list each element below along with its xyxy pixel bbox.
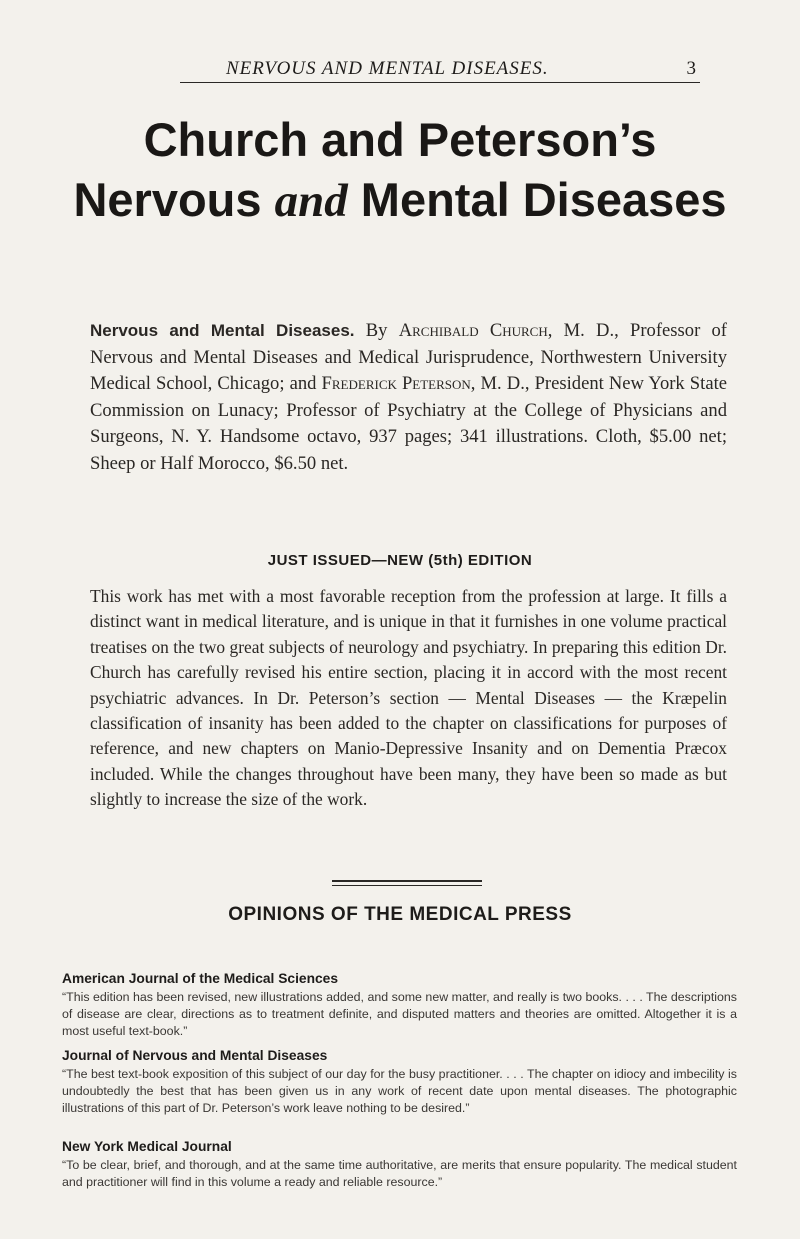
opinion-item [62,1137,737,1191]
book-title-line2 [0,170,800,231]
title-nervous: Nervous [73,173,275,226]
author-church: Archibald Church [398,320,548,341]
divider-rule-thin [332,885,482,886]
opinion-journal: American Journal of the Medical Sciences [62,971,339,986]
opinion-quote: “The best text-book exposition of this subject of our day for the busy practitioner. . . . The chapter on idiocy and imbecility is undoubtedly the best that has been given us in any work of recent date upon mental diseases. The photographic illustrations of this part of Dr. Peterson’s work leave nothing to be desired.” [62,1067,737,1115]
divider-rule [332,880,482,882]
running-head [180,56,700,83]
edition-notice: JUST ISSUED—NEW (5th) EDITION [267,552,533,569]
running-head-title: NERVOUS AND MENTAL DISEASES. [226,58,549,79]
press-heading: OPINIONS OF THE MEDICAL PRESS [228,904,572,925]
opinion-quote: “To be clear, brief, and thorough, and at the same time authoritative, are merits that ensure popularity. The medical student and practitioner will find in this volume a ready and reliable resource.” [62,1158,737,1189]
opinion-journal: Journal of Nervous and Mental Diseases [62,1048,328,1063]
book-title-line1: Church and Peterson’s [143,113,657,166]
title-and: and [274,175,348,227]
book-description [90,318,727,478]
opinion-item [62,969,737,1040]
description-peterson-credentials: , M. D., President New York State Commission on Lunacy; Professor of Psychiatry at the College of Physicians and Surgeons, N. Y. Handsome octavo, 937 pages; 341 illustrations. Cloth, $5.00 net; Sheep or Half Morocco, $6.50 net. [90,373,727,474]
author-peterson: Frederick Peterson [321,373,471,395]
page-number: 3 [686,58,696,79]
description-lead: Nervous and Mental Diseases. [90,321,355,340]
opinion-quote: “This edition has been revised, new illustrations added, and some new matter, and really is two books. . . . The descriptions of disease are clear, directions as to treatment definite, and disputed matters and theories are omitted. Altogether it is a most useful text-book.” [62,990,737,1038]
book-title [0,110,800,231]
opinion-item [62,1046,737,1117]
description-church-credentials: , M. D., Professor of Nervous and Mental Diseases and Medical Jurisprudence, Northwestern University Medical School, Chicago; and [90,320,727,395]
opinion-journal: New York Medical Journal [62,1139,232,1154]
body-paragraph: This work has met with a most favorable reception from the profession at large. It fills a distinct want in medical literature, and is unique in that it furnishes in one volume practical treatises on the two great subjects of neurology and psychiatry. In preparing this edition Dr. Church has carefully revised his entire section, placing it in accord with the most recent psychiatric advances. In Dr. Peterson’s section — Mental Diseases — the Kræpelin classification of insanity has been added to the chapter on classifications for purposes of reference, and new chapters on Manio-Depressive Insanity and on Dementia Præcox included. While the changes throughout have been many, they have been so made as but slightly to increase the size of the work. [90,586,727,810]
title-mental-diseases: Mental Diseases [347,173,727,226]
description-by: By [354,320,399,341]
